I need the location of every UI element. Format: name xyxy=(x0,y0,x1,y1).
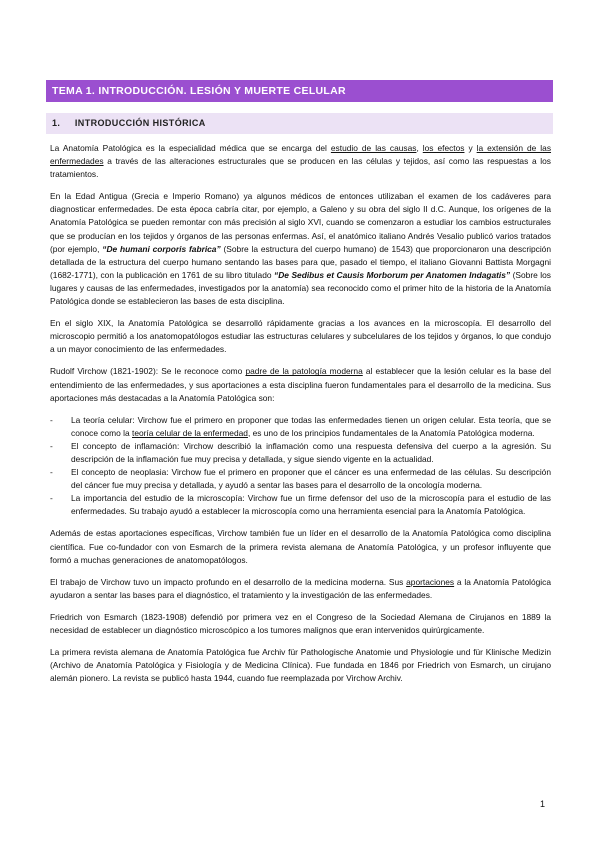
contributions-list xyxy=(50,414,551,519)
text-run: a través de las alteraciones estructurales que se producen en las células y tejidos, así como las respuestas a los tratamientos. xyxy=(50,156,551,180)
text-run: , xyxy=(416,143,423,153)
section-number: 1. xyxy=(52,118,61,128)
document-body xyxy=(50,142,551,694)
paragraph-xix-century: En el siglo XIX, la Anatomía Patológica se desarrolló rápidamente gracias a los avances en la microscopía. El desarrollo del microscopio permitió a los anatomopatólogos estudiar las estructuras celulares y subcelulares de los tejidos y órganos, lo que condujo a un mayor conocimiento de las enfermedades. xyxy=(50,318,551,355)
text-run: El concepto de neoplasia: Virchow fue el primero en proponer que el cáncer es una enfermedad de las células. Su descripción del cáncer fue muy precisa y detallada, y ayudó a sentar las bases para el desarrollo de la oncología moderna. xyxy=(71,467,551,491)
section-heading xyxy=(46,113,553,134)
text-run: y xyxy=(464,143,477,153)
paragraph-esmarch: Friedrich von Esmarch (1823-1908) defendió por primera vez en el Congreso de la Sociedad Alemana de Cirujanos en 1889 la necesidad de establecer un diagnóstico microscópico a los tumores malignos que eran intervenidos quirúrgicamente. xyxy=(50,611,551,635)
underlined-text: teoría celular de la enfermedad xyxy=(132,427,248,438)
text-run: a la Anatomía Patológica ayudaron a sentar las bases para el diagnóstico, el tratamiento y la investigación de las enfermedades. xyxy=(50,576,551,600)
paragraph-antiquity xyxy=(50,190,551,308)
bullet-dash: - xyxy=(50,493,53,504)
text-run: El concepto de inflamación: Virchow describió la inflamación como una respuesta defensiva del cuerpo a la agresión. Su descripción de la inflamación fue muy precisa y detallada, y sigue siendo vigente en la actualidad. xyxy=(71,440,551,464)
list-item xyxy=(50,492,551,518)
underlined-text: la extensión de las enfermedades xyxy=(50,143,552,167)
book-title: “De humani corporis fabrica” xyxy=(102,243,221,254)
bullet-dash: - xyxy=(50,414,53,425)
text-run: (Sobre los lugares y causas de las enfermedades, investigados por la anatomía) sea reconocido como el primer hito de la historia de la Anatomía Patológica donde se establecieron las bases de esta disciplina. xyxy=(50,269,551,307)
paragraph-virchow xyxy=(50,365,551,404)
section-label: INTRODUCCIÓN HISTÓRICA xyxy=(74,118,206,128)
paragraph-definition xyxy=(50,142,551,181)
underlined-text: padre de la patología moderna xyxy=(245,366,363,377)
page-number: 1 xyxy=(540,799,546,809)
chapter-title: TEMA 1. INTRODUCCIÓN. LESIÓN Y MUERTE CELULAR xyxy=(46,80,553,102)
underlined-text: aportaciones xyxy=(406,576,455,587)
text-run: (Sobre la estructura del cuerpo humano) de 1543) que proporcionaron una descripción detallada de la estructura del cuerpo humano sentando las bases para que, pasado el tiempo, el italiano Giovanni Battista Morgagni (1682-1771), con la publicación en 1761 de su libro titulado xyxy=(50,243,551,280)
list-item xyxy=(50,414,551,440)
bullet-dash: - xyxy=(50,440,53,451)
list-item xyxy=(50,440,551,466)
text-run: Rudolf Virchow (1821-1902): Se le reconoce como xyxy=(50,366,246,377)
text-run: , es uno de los principios fundamentales de la Anatomía Patológica moderna. xyxy=(247,427,535,438)
text-run: En la Edad Antigua (Grecia e Imperio Romano) ya algunos médicos de entonces utilizaban el examen de los cadáveres para diagnosticar enfermedades. De esta época cabría citar, por ejemplo, a Galeno y su obra del siglo II d.C. Aunque, los orígenes de la Anatomía Patológica se pueden remontar con más precisión al siglo XVI, cuando se comenzaron a estudiar los cambios estructurales que se producían en los tejidos y órganos de las personas enfermas. Así, el anatómico italiano Andrés Vesalio publicó varios tratados (por ejemplo, xyxy=(50,191,551,254)
paragraph-virchow-leader: Además de estas aportaciones específicas, Virchow también fue un líder en el desarrollo de la Anatomía Patológica como disciplina científica. Fue co-fundador con von Esmarch de la primera revista alemana de Anatomía Patológica, y un profesor influyente que formó a muchas generaciones de anatomopatólogos. xyxy=(50,528,551,565)
list-item xyxy=(50,466,551,492)
underlined-text: estudio de las causas xyxy=(330,143,417,153)
text-run: La importancia del estudio de la microscopía: Virchow fue un firme defensor del uso de la microscopía para el estudio de las enfermedades. Su trabajo ayudó a establecer la microscopía como una herramienta esencial para la Anatomía Patológica. xyxy=(71,493,551,517)
text-run: al establecer que la lesión celular es la base del entendimiento de las enfermedades, y sus aportaciones a esta disciplina fueron fundamentales para el desarrollo de la medicina. Sus aportaciones más destacadas a la Anatomía Patológica son: xyxy=(50,366,551,403)
text-run: La Anatomía Patológica es la especialidad médica que se encarga del xyxy=(50,143,331,153)
paragraph-first-journal: La primera revista alemana de Anatomía Patológica fue Archiv für Pathologische Anatomie und Physiologie und für Klinische Medizin (Archivo de Anatomía Patológica y Fisiología y de Medicina Clínica). Fue fundada en 1846 por Friedrich von Esmarch, un cirujano alemán pionero. La revista se publicó hasta 1944, cuando fue reemplazada por Virchow Archiv. xyxy=(50,647,551,684)
book-title: “De Sedibus et Causis Morborum per Anatomen Indagatis” xyxy=(274,269,511,280)
bullet-dash: - xyxy=(50,467,53,478)
paragraph-virchow-impact xyxy=(50,576,551,602)
text-run: La teoría celular: Virchow fue el primero en proponer que todas las enfermedades tienen un origen celular. Esta teoría, que se conoce como la xyxy=(71,414,551,438)
underlined-text: los efectos xyxy=(422,143,465,153)
text-run: El trabajo de Virchow tuvo un impacto profundo en el desarrollo de la medicina moderna. Sus xyxy=(50,576,407,587)
